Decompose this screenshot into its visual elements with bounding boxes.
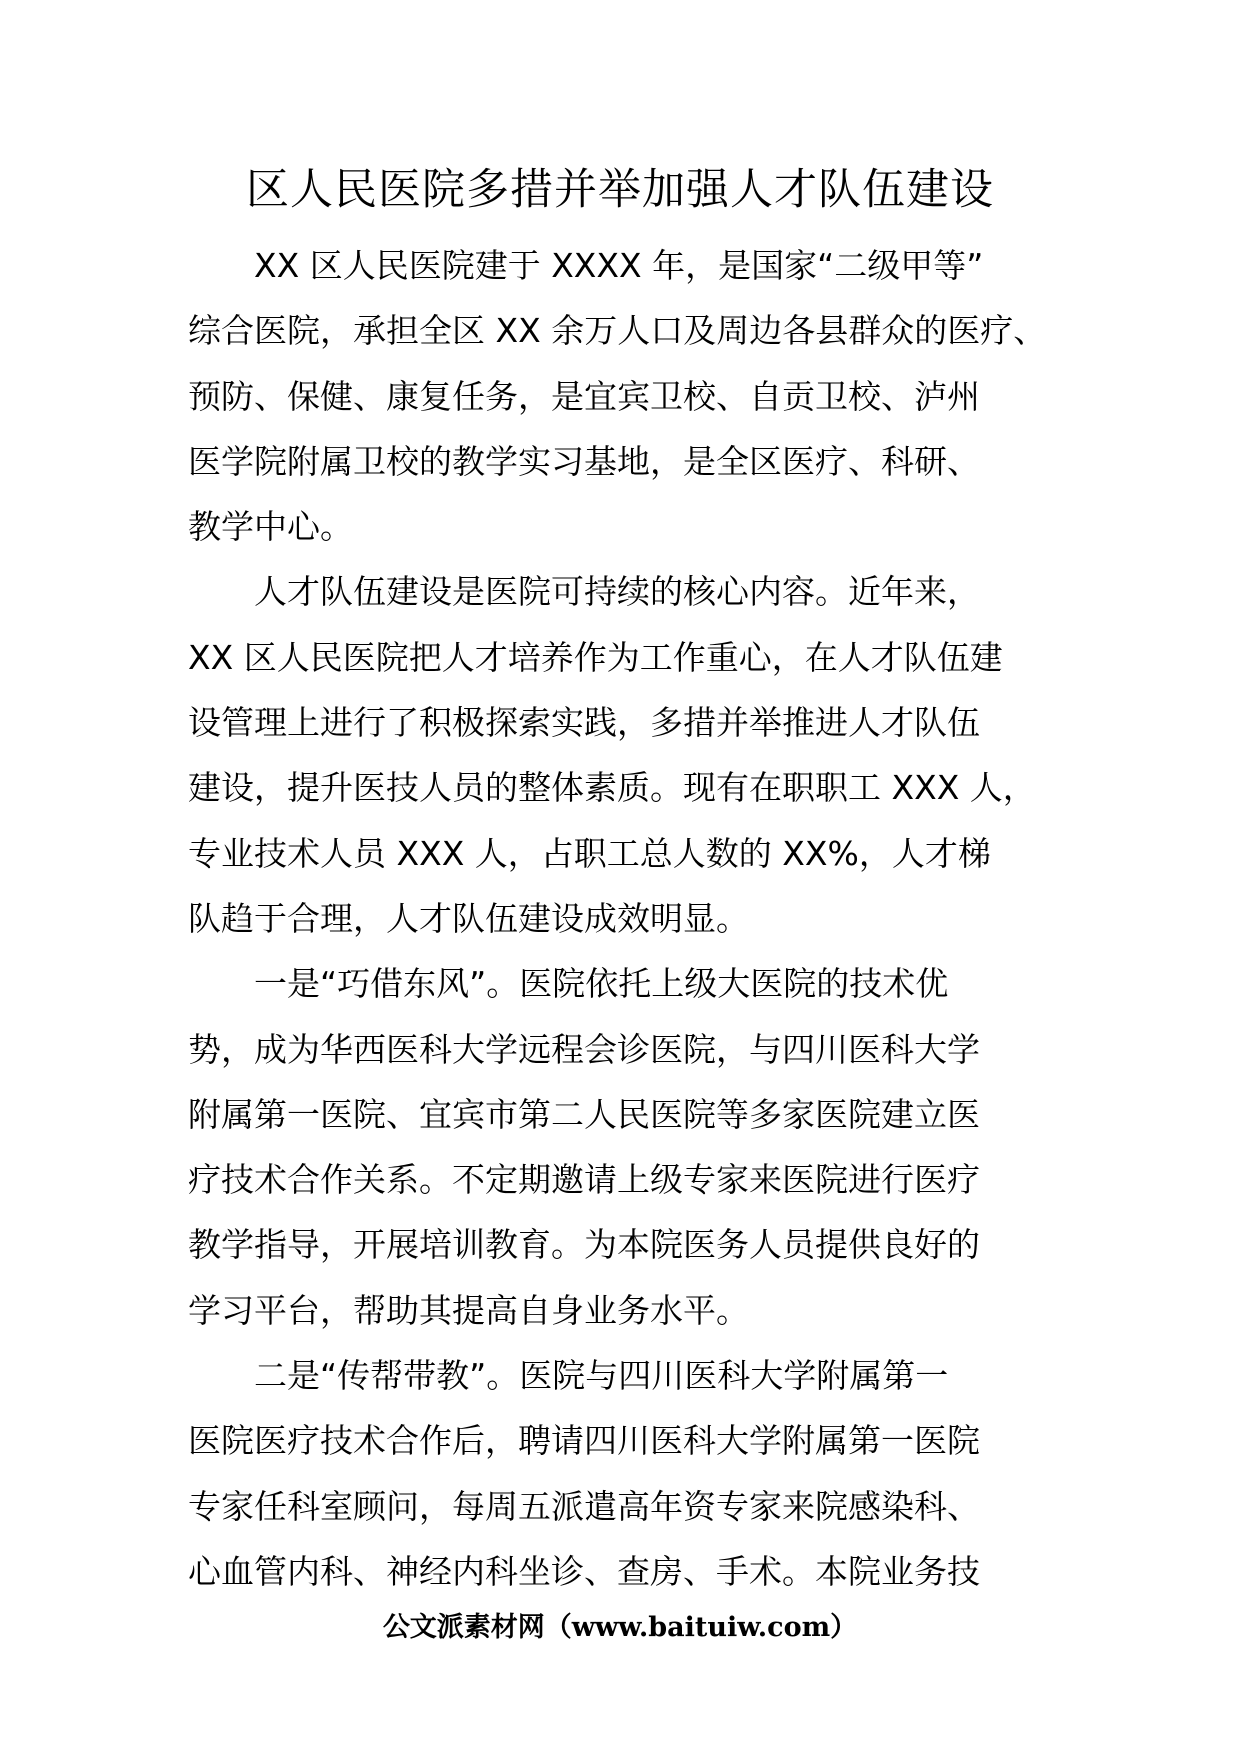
paragraph-line: 附属第一医院、宜宾市第二人民医院等多家医院建立医 — [188, 1094, 980, 1134]
paragraph-point-one — [188, 951, 1088, 1343]
paragraph-line: 专业技术人员 XXX 人，占职工总人数的 XX%，人才梯 — [188, 833, 991, 873]
paragraph-line: 教学中心。 — [188, 507, 353, 547]
paragraph-line: 势，成为华西医科大学远程会诊医院，与四川医科大学 — [188, 1029, 980, 1069]
paragraph-line: 队趋于合理，人才队伍建设成效明显。 — [188, 898, 749, 938]
paragraph-line: 心血管内科、神经内科坐诊、查房、手术。本院业务技 — [188, 1551, 980, 1591]
paragraph-line: 学习平台，帮助其提高自身业务水平。 — [188, 1290, 749, 1330]
paragraph-line: 设管理上进行了积极探索实践，多措并举推进人才队伍 — [188, 703, 980, 743]
paragraph-line: 医学院附属卫校的教学实习基地，是全区医疗、科研、 — [188, 441, 980, 481]
document-title: 区人民医院多措并举加强人才队伍建设 — [246, 165, 994, 215]
paragraph-line: 教学指导，开展培训教育。为本院医务人员提供良好的 — [188, 1225, 980, 1265]
footer-source: 公文派素材网（www.baituiw.com） — [382, 1612, 858, 1643]
paragraph-talent-team — [188, 559, 1088, 951]
paragraph-line: 疗技术合作关系。不定期邀请上级专家来医院进行医疗 — [188, 1160, 980, 1200]
paragraph-line: 二是“传帮带教”。医院与四川医科大学附属第一 — [254, 1356, 949, 1396]
paragraph-line: 人才队伍建设是医院可持续的核心内容。近年来， — [254, 572, 980, 612]
paragraph-line: 预防、保健、康复任务，是宜宾卫校、自贡卫校、泸州 — [188, 376, 980, 416]
paragraph-line: 建设，提升医技人员的整体素质。现有在职职工 XXX 人， — [188, 768, 1036, 808]
paragraph-line: XX 区人民医院建于 XXXX 年，是国家“二级甲等” — [254, 246, 984, 285]
paragraph-line: 专家任科室顾问，每周五派遣高年资专家来院感染科、 — [188, 1486, 980, 1526]
paragraph-line: 综合医院，承担全区 XX 余万人口及周边各县群众的医疗、 — [188, 311, 1047, 351]
paragraph-line: 一是“巧借东风”。医院依托上级大医院的技术优 — [254, 964, 949, 1004]
paragraph-line: XX 区人民医院把人才培养作为工作重心，在人才队伍建 — [188, 637, 1003, 677]
document-body — [188, 233, 1088, 1604]
paragraph-point-two — [188, 1343, 1088, 1604]
paragraph-intro — [188, 233, 1088, 559]
paragraph-line: 医院医疗技术合作后，聘请四川医科大学附属第一医院 — [188, 1421, 980, 1461]
